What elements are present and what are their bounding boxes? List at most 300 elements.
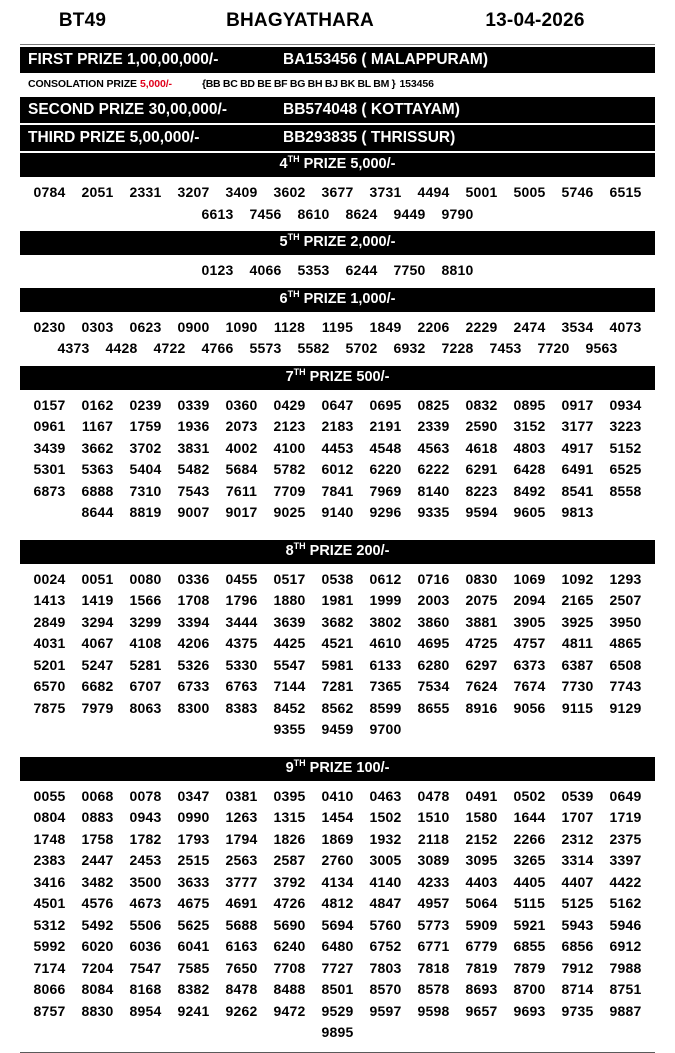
prize-number: 0883 — [81, 809, 114, 825]
prize-number: 5702 — [345, 340, 378, 356]
prize-number-row — [24, 807, 651, 829]
prize-number: 2118 — [417, 830, 450, 847]
prize-number: 2507 — [609, 592, 642, 608]
prize-number: 3223 — [609, 418, 642, 434]
prize-number: 9025 — [273, 504, 306, 520]
prize-number: 1793 — [177, 830, 210, 847]
prize-amount-label: PRIZE 100/- — [305, 759, 390, 776]
prize-number: 2075 — [465, 592, 498, 608]
prize-number: 7228 — [441, 340, 474, 356]
prize-number: 3482 — [81, 873, 114, 890]
prize-number: 6020 — [81, 938, 114, 954]
prize-number: 7969 — [369, 482, 402, 499]
prize-number: 6733 — [177, 678, 210, 694]
prize-number: 1644 — [513, 809, 546, 825]
prize-amount-label: PRIZE 2,000/- — [299, 234, 396, 250]
prize-number-row — [24, 633, 651, 655]
prize-number: 7750 — [393, 262, 426, 278]
prize-number: 6244 — [345, 262, 378, 278]
prize-number: 7585 — [177, 959, 210, 976]
prize-number-row — [24, 481, 651, 503]
prize-number: 2165 — [561, 592, 594, 608]
prize-number: 5001 — [465, 184, 498, 200]
prize-amount-label: PRIZE 500/- — [305, 368, 390, 385]
prize-number: 7912 — [561, 959, 594, 976]
prize-number: 8644 — [81, 504, 114, 520]
prize-number: 2051 — [81, 184, 114, 200]
prize-number-row — [24, 893, 651, 915]
prize-number: 6752 — [369, 938, 402, 954]
prize-number: 2094 — [513, 592, 546, 608]
prize-number: 1932 — [369, 830, 402, 847]
prize-number: 2123 — [273, 418, 306, 434]
prize-number: 8382 — [177, 981, 210, 997]
prize-number: 0917 — [561, 396, 594, 413]
prize-number: 2183 — [321, 418, 354, 434]
prize-number: 3639 — [273, 613, 306, 630]
prize-number: 9262 — [225, 1002, 258, 1019]
prize-section-header — [20, 231, 655, 255]
prize-number: 4031 — [33, 635, 66, 651]
prize-number: 9140 — [321, 504, 354, 520]
prize-number: 0395 — [273, 787, 306, 804]
prize-number: 6771 — [417, 938, 450, 954]
prize-number: 2849 — [33, 613, 66, 630]
prize-number: 5115 — [513, 895, 546, 911]
consolation-prize-series: {BB BC BD BE BF BG BH BJ BK BL BM } — [201, 78, 396, 90]
prize-ordinal: 6 — [279, 290, 288, 307]
prize-number: 6220 — [369, 461, 402, 477]
prize-number: 7879 — [513, 959, 546, 976]
prize-number: 5782 — [273, 461, 306, 477]
prize-number: 8140 — [417, 482, 450, 499]
prize-number: 2563 — [225, 852, 258, 868]
prize-number: 1826 — [273, 830, 306, 847]
prize-number: 8168 — [129, 981, 162, 997]
prize-number: 9563 — [585, 340, 618, 356]
prize-number: 5921 — [513, 916, 546, 933]
prize-number: 0157 — [33, 396, 66, 413]
prize-number: 8501 — [321, 981, 354, 997]
prize-number-row — [24, 958, 651, 980]
prize-number: 3777 — [225, 873, 258, 890]
prize-number-row — [24, 338, 651, 360]
prize-number: 0455 — [225, 570, 258, 587]
prize-section-title — [280, 155, 396, 174]
prize-number: 5064 — [465, 895, 498, 911]
prize-number: 0961 — [33, 418, 66, 434]
prize-number: 9887 — [609, 1002, 642, 1019]
prize-number: 4140 — [369, 873, 402, 890]
prize-number: 9597 — [369, 1002, 402, 1019]
prize-number: 1092 — [561, 570, 594, 587]
prize-number-row — [24, 1022, 651, 1044]
prize-number: 0716 — [417, 570, 450, 587]
prize-amount-label: PRIZE 1,000/- — [299, 290, 396, 307]
prize-number: 0804 — [33, 809, 66, 825]
prize-number: 3881 — [465, 613, 498, 630]
prize-number: 1782 — [129, 830, 162, 847]
prize-number: 3416 — [33, 873, 66, 890]
prize-number: 5312 — [33, 916, 66, 933]
prize-number: 9459 — [321, 721, 354, 737]
prize-number: 0051 — [81, 570, 114, 587]
prize-number: 0303 — [81, 318, 114, 335]
prize-number: 8610 — [297, 205, 330, 222]
prize-number: 5005 — [513, 184, 546, 200]
prize-number: 7144 — [273, 678, 306, 694]
prize-number: 4725 — [465, 635, 498, 651]
prize-number: 4422 — [609, 873, 642, 890]
prize-number: 5506 — [129, 916, 162, 933]
prize-number: 7988 — [609, 959, 642, 976]
prize-number: 4576 — [81, 895, 114, 911]
prize-number-row — [24, 204, 651, 226]
prize-number: 6373 — [513, 656, 546, 673]
prize-number: 6856 — [561, 938, 594, 954]
prize-number: 1794 — [225, 830, 258, 847]
prize-number: 7174 — [33, 959, 66, 976]
prize-number: 3500 — [129, 873, 162, 890]
prize-number: 0647 — [321, 396, 354, 413]
prize-ordinal: 4 — [279, 156, 288, 172]
prize-number-row — [24, 569, 651, 591]
prize-number: 9605 — [513, 504, 546, 520]
prize-number: 6041 — [177, 938, 210, 954]
prize-number: 3802 — [369, 613, 402, 630]
prize-sections — [20, 153, 655, 1048]
prize-number: 7818 — [417, 959, 450, 976]
first-prize-ticket: BA153456 ( MALAPPURAM) — [283, 51, 488, 68]
prize-number: 3925 — [561, 613, 594, 630]
prize-number: 0123 — [201, 262, 234, 278]
prize-number: 8562 — [321, 699, 354, 716]
prize-number: 2383 — [33, 852, 66, 868]
lottery-code: BT49 — [58, 10, 107, 31]
prize-number: 6280 — [417, 656, 450, 673]
prize-number: 6012 — [321, 461, 354, 477]
prize-number: 6163 — [225, 938, 258, 954]
prize-number-row — [24, 872, 651, 894]
prize-number-row — [24, 502, 651, 524]
prize-number-row — [24, 590, 651, 612]
prize-number: 4618 — [465, 439, 498, 456]
lottery-name: BHAGYATHARA — [226, 10, 374, 31]
prize-number: 1880 — [273, 592, 306, 608]
results-frame — [20, 44, 655, 1053]
prize-number: 0080 — [129, 570, 162, 587]
prize-number: 8570 — [369, 981, 402, 997]
prize-number: 5482 — [177, 461, 210, 477]
second-prize-label: SECOND PRIZE 30,00,000/- — [28, 101, 227, 118]
prize-number: 9790 — [441, 205, 474, 222]
prize-number: 0895 — [513, 396, 546, 413]
prize-number: 7456 — [249, 205, 282, 222]
prize-number: 5201 — [33, 656, 66, 673]
prize-number: 8819 — [129, 504, 162, 520]
prize-number: 7803 — [369, 959, 402, 976]
prize-number: 5301 — [33, 461, 66, 477]
prize-number: 5363 — [81, 461, 114, 477]
prize-number: 3152 — [513, 418, 546, 434]
prize-number: 5152 — [609, 439, 642, 456]
consolation-prize-row — [20, 75, 655, 95]
prize-number: 3860 — [417, 613, 450, 630]
prize-number: 4521 — [321, 635, 354, 651]
prize-number: 0784 — [33, 184, 66, 200]
prize-number: 2375 — [609, 830, 642, 847]
prize-number-grid — [20, 257, 655, 286]
prize-number: 6240 — [273, 938, 306, 954]
prize-number-row — [24, 260, 651, 282]
prize-ordinal-suffix: TH — [287, 288, 300, 299]
prize-number: 4691 — [225, 895, 258, 911]
prize-number: 5625 — [177, 916, 210, 933]
prize-number: 7204 — [81, 959, 114, 976]
prize-number: 0055 — [33, 787, 66, 804]
prize-number: 3314 — [561, 852, 594, 868]
prize-number: 0900 — [177, 318, 210, 335]
prize-number: 1580 — [465, 809, 498, 825]
prize-number: 9241 — [177, 1002, 210, 1019]
prize-number: 0339 — [177, 396, 210, 413]
prize-number: 4501 — [33, 895, 66, 911]
prize-number: 3602 — [273, 184, 306, 200]
prize-number: 3397 — [609, 852, 642, 868]
prize-number: 9693 — [513, 1002, 546, 1019]
prize-section-header — [20, 153, 655, 177]
prize-number: 9472 — [273, 1002, 306, 1019]
prize-number: 4548 — [369, 439, 402, 456]
prize-number: 1419 — [81, 592, 114, 608]
prize-number: 6707 — [129, 678, 162, 694]
prize-number: 2339 — [417, 418, 450, 434]
prize-number-row — [24, 850, 651, 872]
prize-number: 8541 — [561, 482, 594, 499]
prize-number: 1719 — [609, 809, 642, 825]
prize-number: 9735 — [561, 1002, 594, 1019]
prize-number: 4847 — [369, 895, 402, 911]
prize-number: 4494 — [417, 184, 450, 200]
prize-number: 1195 — [321, 318, 354, 335]
prize-number: 9129 — [609, 699, 642, 716]
prize-number: 4563 — [417, 439, 450, 456]
prize-number: 3702 — [129, 439, 162, 456]
prize-number: 1069 — [513, 570, 546, 587]
prize-number: 6291 — [465, 461, 498, 477]
prize-number: 0502 — [513, 787, 546, 804]
section-spacer — [20, 747, 655, 757]
prize-number: 5492 — [81, 916, 114, 933]
prize-number-row — [24, 698, 651, 720]
prize-number-grid — [20, 314, 655, 364]
consolation-prize-label: CONSOLATION PRIZE — [28, 78, 137, 90]
prize-number: 5573 — [249, 340, 282, 356]
prize-ordinal-suffix: TH — [293, 366, 306, 377]
prize-number: 1293 — [609, 570, 642, 587]
prize-number-row — [24, 395, 651, 417]
prize-number: 4428 — [105, 340, 138, 356]
prize-number: 5125 — [561, 895, 594, 911]
prize-ordinal-suffix: TH — [293, 540, 306, 551]
prize-ordinal: 8 — [285, 542, 294, 559]
prize-number-row — [24, 317, 651, 339]
prize-number: 7674 — [513, 678, 546, 694]
prize-number: 7624 — [465, 678, 498, 694]
prize-number: 0491 — [465, 787, 498, 804]
prize-number: 1502 — [369, 809, 402, 825]
prize-number: 9007 — [177, 504, 210, 520]
prize-section-title — [280, 233, 396, 252]
prize-number: 5547 — [273, 656, 306, 673]
prize-number: 0990 — [177, 809, 210, 825]
prize-number: 4766 — [201, 340, 234, 356]
prize-number: 0539 — [561, 787, 594, 804]
prize-number: 6570 — [33, 678, 66, 694]
prize-number: 3095 — [465, 852, 498, 868]
prize-number: 7650 — [225, 959, 258, 976]
prize-number: 4375 — [225, 635, 258, 651]
prize-number: 8558 — [609, 482, 642, 499]
prize-number: 6613 — [201, 205, 234, 222]
prize-number: 0230 — [33, 318, 66, 335]
section-spacer — [20, 530, 655, 540]
prize-number: 1849 — [369, 318, 402, 335]
prize-number: 4673 — [129, 895, 162, 911]
prize-number: 8714 — [561, 981, 594, 997]
prize-number: 2266 — [513, 830, 546, 847]
third-prize-row — [20, 125, 655, 151]
prize-number: 9296 — [369, 504, 402, 520]
prize-number: 6428 — [513, 461, 546, 477]
prize-number: 8599 — [369, 699, 402, 716]
prize-number: 0162 — [81, 396, 114, 413]
prize-number-row — [24, 182, 651, 204]
prize-ordinal: 7 — [285, 368, 294, 385]
prize-number: 3792 — [273, 873, 306, 890]
prize-number: 6873 — [33, 482, 66, 499]
prize-number: 2474 — [513, 318, 546, 335]
prize-number: 7819 — [465, 959, 498, 976]
prize-number: 4865 — [609, 635, 642, 651]
prize-number: 4803 — [513, 439, 546, 456]
prize-number: 7611 — [225, 482, 258, 499]
prize-number: 5353 — [297, 262, 330, 278]
prize-number: 3444 — [225, 613, 258, 630]
prize-number: 5909 — [465, 916, 498, 933]
prize-number: 6779 — [465, 938, 498, 954]
prize-number: 0239 — [129, 396, 162, 413]
prize-number: 5760 — [369, 916, 402, 933]
prize-section-header — [20, 540, 655, 564]
prize-number: 1315 — [273, 809, 306, 825]
prize-number: 2587 — [273, 852, 306, 868]
prize-number: 9115 — [561, 699, 594, 716]
prize-number: 7708 — [273, 959, 306, 976]
prize-number: 1413 — [33, 592, 66, 608]
prize-number: 4373 — [57, 340, 90, 356]
prize-number: 2331 — [129, 184, 162, 200]
prize-ordinal: 5 — [279, 234, 288, 250]
prize-number: 2515 — [177, 852, 210, 868]
prize-number: 8223 — [465, 482, 498, 499]
prize-section-header — [20, 366, 655, 390]
prize-number: 5684 — [225, 461, 258, 477]
prize-number-row — [24, 655, 651, 677]
prize-number: 5943 — [561, 916, 594, 933]
prize-number: 5946 — [609, 916, 642, 933]
second-prize-row — [20, 97, 655, 123]
prize-number: 9895 — [321, 1024, 354, 1040]
prize-number: 8757 — [33, 1002, 66, 1019]
prize-number: 3831 — [177, 439, 210, 456]
prize-number: 5247 — [81, 656, 114, 673]
prize-number: 5330 — [225, 656, 258, 673]
prize-number-row — [24, 936, 651, 958]
prize-number: 4403 — [465, 873, 498, 890]
prize-number: 9355 — [273, 721, 306, 737]
prize-number: 0478 — [417, 787, 450, 804]
prize-number: 0649 — [609, 787, 642, 804]
prize-number: 7841 — [321, 482, 354, 499]
prize-number: 3677 — [321, 184, 354, 200]
prize-number: 0381 — [225, 787, 258, 804]
prize-number: 9813 — [561, 504, 594, 520]
prize-number: 3394 — [177, 613, 210, 630]
prize-section-title — [286, 759, 390, 778]
prize-number: 0612 — [369, 570, 402, 587]
prize-number: 9449 — [393, 205, 426, 222]
prize-number: 4811 — [561, 635, 594, 651]
prize-number: 5688 — [225, 916, 258, 933]
third-prize-label: THIRD PRIZE 5,00,000/- — [28, 129, 200, 146]
prize-number: 3731 — [369, 184, 402, 200]
document-header — [0, 0, 675, 38]
prize-number: 7310 — [129, 482, 162, 499]
prize-number: 9335 — [417, 504, 450, 520]
prize-number: 7365 — [369, 678, 402, 694]
prize-number: 6682 — [81, 678, 114, 694]
prize-number: 4066 — [249, 262, 282, 278]
prize-number: 5690 — [273, 916, 306, 933]
prize-number: 4067 — [81, 635, 114, 651]
prize-number: 0078 — [129, 787, 162, 804]
prize-number: 2312 — [561, 830, 594, 847]
prize-number: 8830 — [81, 1002, 114, 1019]
prize-number: 1566 — [129, 592, 162, 608]
prize-number: 1796 — [225, 592, 258, 608]
prize-number: 9017 — [225, 504, 258, 520]
prize-number: 3633 — [177, 873, 210, 890]
consolation-prize-amount: 5,000/- — [139, 78, 172, 90]
prize-number-row — [24, 1001, 651, 1023]
prize-number: 6297 — [465, 656, 498, 673]
prize-number: 8700 — [513, 981, 546, 997]
prize-number: 4726 — [273, 895, 306, 911]
third-prize-ticket: BB293835 ( THRISSUR) — [283, 129, 456, 146]
prize-number: 6515 — [609, 184, 642, 200]
first-prize-row — [20, 47, 655, 73]
prize-number-row — [24, 459, 651, 481]
prize-number: 6387 — [561, 656, 594, 673]
prize-number: 7875 — [33, 699, 66, 716]
prize-number: 1263 — [225, 809, 258, 825]
prize-number: 3265 — [513, 852, 546, 868]
prize-number: 3682 — [321, 613, 354, 630]
prize-number: 3177 — [561, 418, 594, 434]
prize-number: 8300 — [177, 699, 210, 716]
prize-number: 8655 — [417, 699, 450, 716]
